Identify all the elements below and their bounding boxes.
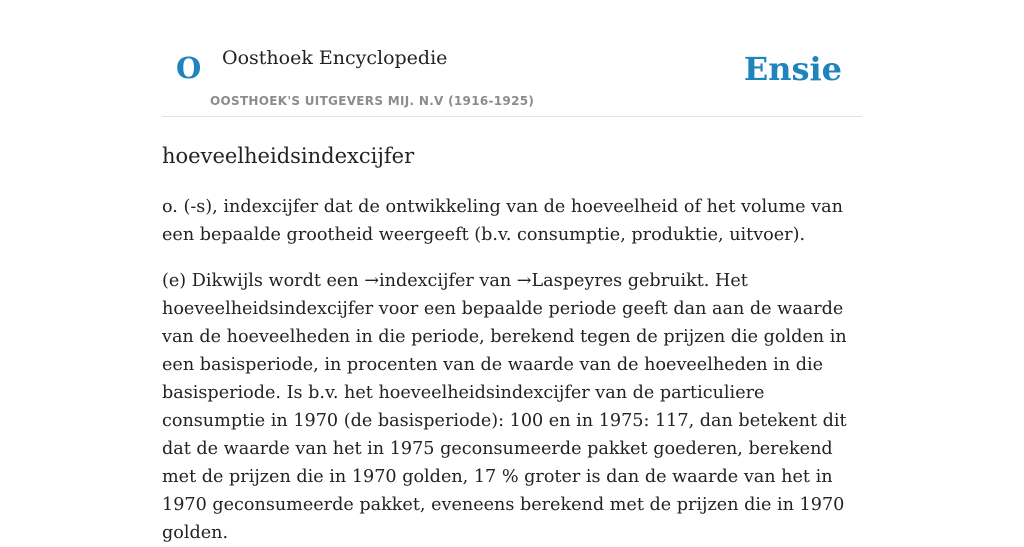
- entry-definition: o. (-s), indexcijfer dat de ontwikkeling van de hoeveelheid of het volume van een bepaalde grootheid weergeeft (b.v. consumptie, produktie, uitvoer).: [162, 197, 843, 245]
- entry-headword: hoeveelheidsindexcijfer: [162, 144, 415, 168]
- brand-logo[interactable]: Ensie: [743, 50, 842, 88]
- site-logo[interactable]: O: [176, 51, 202, 85]
- site-title[interactable]: Oosthoek Encyclopedie: [222, 47, 448, 69]
- site-header: [162, 0, 862, 117]
- site-subtitle: OOSTHOEK'S UITGEVERS MIJ. N.V (1916-1925): [210, 94, 535, 108]
- page: [162, 0, 862, 547]
- entry-explanation: (e) Dikwijls wordt een →indexcijfer van →Laspeyres gebruikt. Het hoeveelheidsindexcijfer voor een bepaalde periode geeft dan aan de waarde van de hoeveelheden in die periode, berekend tegen de prijzen die golden in een basisperiode, in procenten van de waarde van de hoeveelheden in die basisperiode. Is b.v. het hoeveelheidsindexcijfer van de particuliere consumptie in 1970 (de basisperiode): 100 en in 1975: 117, dan betekent dit dat de waarde van het in 1975 geconsumeerde pakket goederen, berekend met de prijzen die in 1970 golden, 17 % groter is dan de waarde van het in 1970 geconsumeerde pakket, eveneens berekend met de prijzen die in 1970 golden.: [162, 271, 847, 543]
